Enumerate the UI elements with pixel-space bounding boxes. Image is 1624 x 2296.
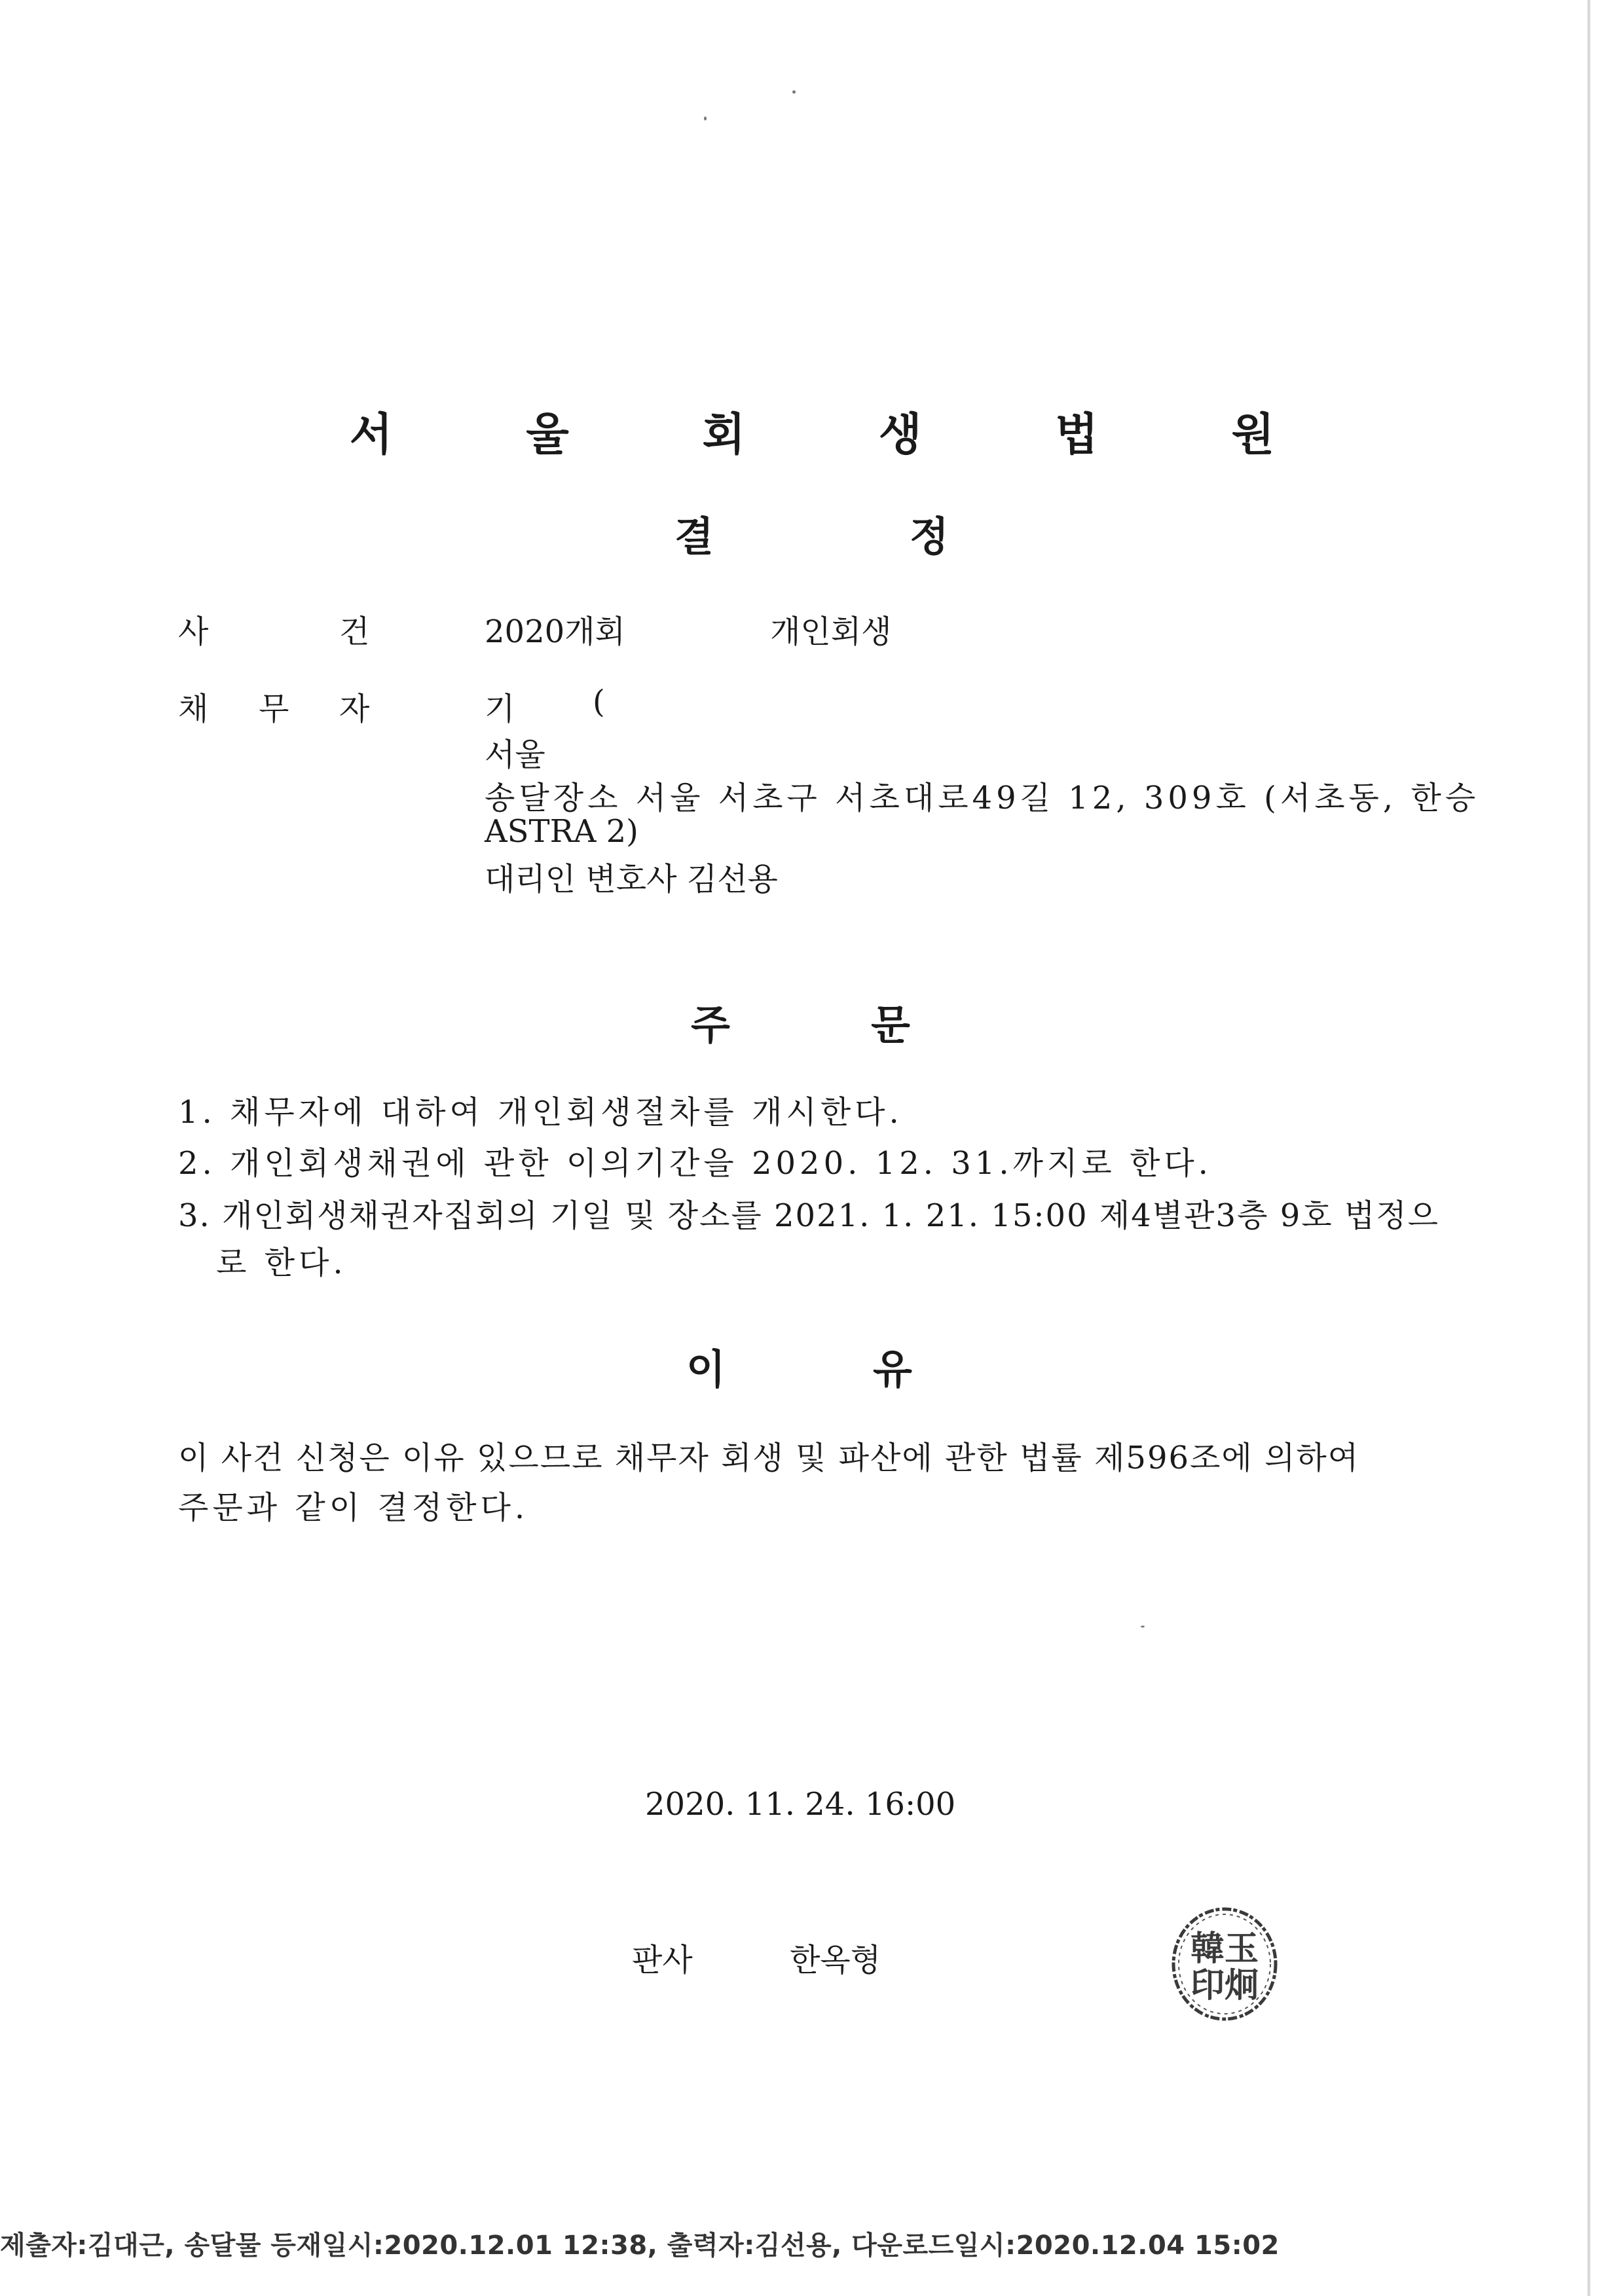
scan-speck (704, 117, 707, 120)
debtor-label-char-3: 자 (339, 691, 370, 727)
judge-seal (1169, 1905, 1280, 2023)
debtor-label-char-2: 무 (259, 691, 289, 727)
debtor-name-paren: ( (593, 683, 605, 720)
download-footer: 제출자:김대근, 송달물 등재일시:2020.12.01 12:38, 출력자:김선용, 다운로드일시:2020.12.04 15:02 (0, 2231, 1280, 2261)
order-item-3: 3. 개인회생채권자집회의 기일 및 장소를 2021. 1. 21. 15:00 제4별관3층 9호 법정으 (178, 1197, 1439, 1234)
scan-page-edge (1587, 0, 1591, 2296)
reason-heading-left: 이 (686, 1345, 726, 1393)
case-label-char-1: 사 (178, 613, 209, 650)
order-item-3-continuation: 로 한다. (216, 1245, 347, 1281)
svg-text:印炯: 印炯 (1190, 1965, 1259, 2005)
order-item-2: 2. 개인회생채권에 관한 이의기간을 2020. 12. 31.까지로 한다. (178, 1145, 1212, 1182)
reason-line-1: 이 사건 신청은 이유 있으므로 채무자 회생 및 파산에 관한 법률 제596조에 의하여 (178, 1440, 1360, 1476)
document-type-left: 결 (674, 513, 714, 560)
reason-heading-right: 유 (873, 1345, 912, 1393)
scan-speck (792, 90, 796, 94)
debtor-agent: 대리인 변호사 김선용 (485, 861, 778, 898)
court-name: 서 울 회 생 법 원 (349, 409, 1334, 461)
debtor-address: 서울 (485, 737, 545, 773)
judge-title: 판사 (632, 1942, 693, 1978)
delivery-address-line-2: ASTRA 2) (485, 813, 638, 850)
case-label-char-2: 건 (339, 613, 370, 650)
debtor-name: 기 (485, 691, 515, 727)
order-item-1: 1. 채무자에 대하여 개인회생절차를 개시한다. (178, 1094, 903, 1131)
order-heading-left: 주 (691, 1001, 730, 1049)
judge-name: 한옥형 (790, 1942, 881, 1978)
reason-line-2: 주문과 같이 결정한다. (178, 1489, 529, 1526)
document-type-right: 정 (910, 513, 949, 560)
svg-text:韓玉: 韓玉 (1190, 1929, 1259, 1969)
case-number: 2020개회 (485, 613, 625, 650)
case-name: 개인회생 (770, 613, 892, 650)
scan-speck (1141, 1626, 1145, 1628)
delivery-address-line-1: 송달장소 서울 서초구 서초대로49길 12, 309호 (서초동, 한승 (485, 780, 1480, 816)
order-heading-right: 문 (871, 1001, 910, 1049)
debtor-label-char-1: 채 (178, 691, 209, 727)
decision-date: 2020. 11. 24. 16:00 (645, 1786, 956, 1823)
